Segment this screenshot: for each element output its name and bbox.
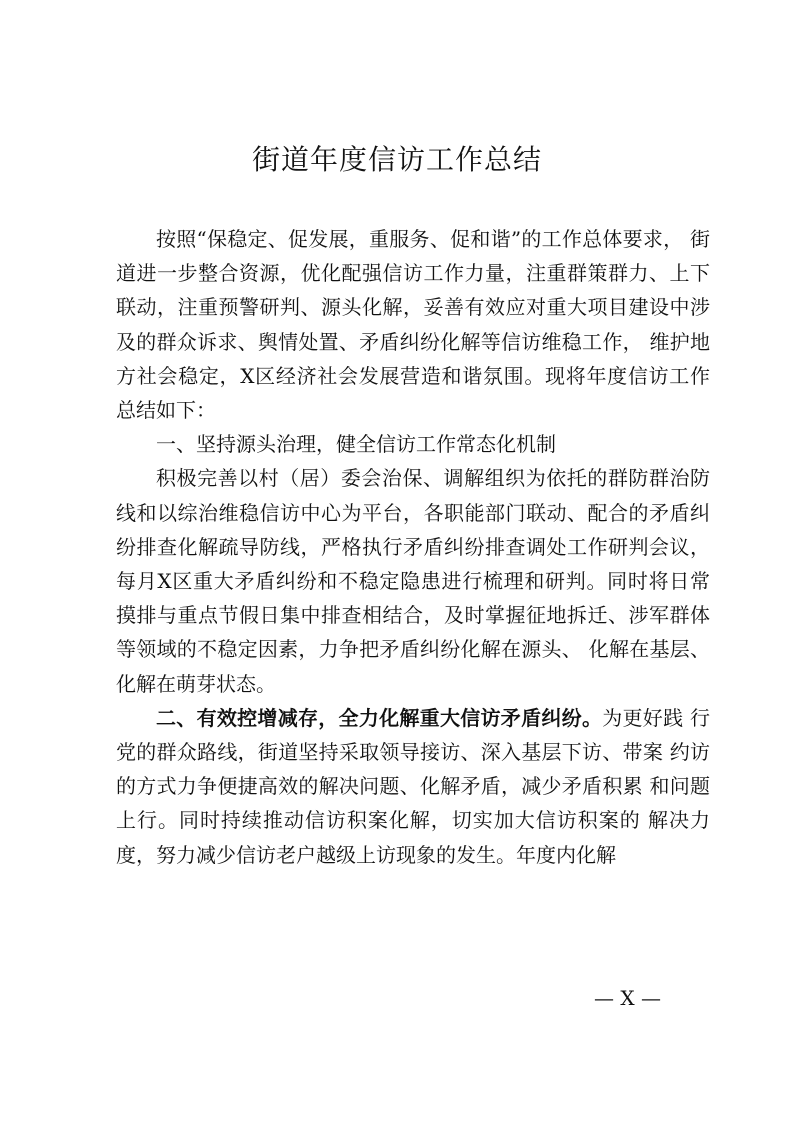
document-body	[116, 222, 710, 872]
section-2-body: 为更好践 行党的群众路线，街道坚持采取领导接访、深入基层下访、带案 约访的方式力争便捷高效的解决问题、化解矛盾，减少矛盾积累 和问题上行。同时持续推动信访积案化解，切实加大信访积案的 解决力度，努力减少信访老户越级上访现象的发生。年度内化解	[116, 705, 711, 867]
document-title: 街道年度信访工作总结	[251, 143, 542, 176]
section-2-heading: 二、有效控增减存，全力化解重大信访矛盾纠纷。	[156, 705, 603, 730]
section-1-paragraph: 积极完善以村（居）委会治保、调解组织为依托的群防群治防线和以综治维稳信访中心为平台，各职能部门联动、配合的矛盾纠纷排查化解疏导防线，严格执行矛盾纠纷排查调处工作研判会议，每月X区重大矛盾纠纷和不稳定隐患进行梳理和研判。同时将日常摸排与重点节假日集中排查相结合，及时掌握征地拆迁、涉军群体等领域的不稳定因素，力争把矛盾纠纷化解在源头、 化解在基层、化解在萌芽状态。	[116, 466, 710, 696]
section-1-heading: 一、坚持源头治理，健全信访工作常态化机制	[156, 432, 556, 457]
page-number: — X —	[594, 986, 661, 1010]
section-2-paragraph	[116, 701, 710, 872]
intro-paragraph: 按照“保稳定、促发展，重服务、促和谐”的工作总体要求， 街道进一步整合资源，优化配强信访工作力量，注重群策群力、上下联动，注重预警研判、源头化解，妥善有效应对重大项目建设中涉及的群众诉求、舆情处置、矛盾纠纷化解等信访维稳工作， 维护地方社会稳定，X区经济社会发展营造和谐氛围。现将年度信访工作总结如下：	[116, 227, 710, 423]
